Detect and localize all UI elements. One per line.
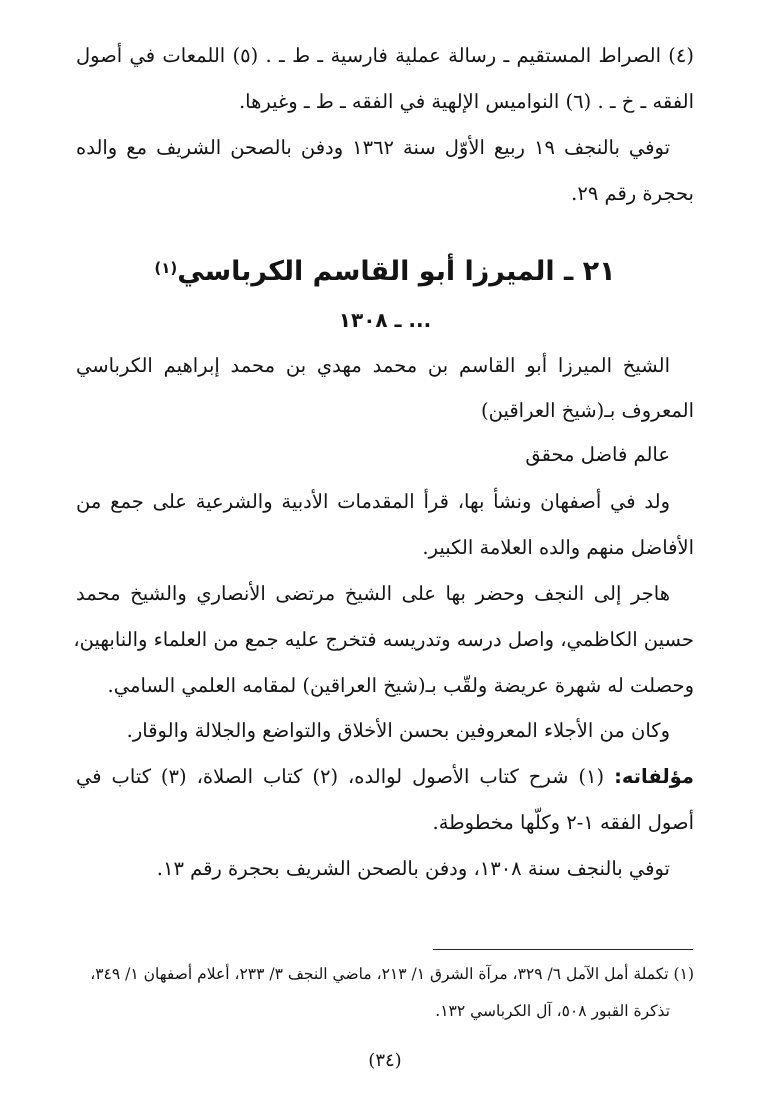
footnote-marker: (١)	[154, 259, 178, 277]
entry-title: ٢١ ـ الميرزا أبو القاسم الكرباسي	[177, 256, 616, 287]
entry-line-8: وحصلت له شهرة عريضة ولقّب بـ(شيخ العراقين) لمقامه العلمي السامي.	[107, 674, 694, 697]
page-number: (٣٤)	[368, 1050, 402, 1071]
works-text: (١) شرح كتاب الأصول لوالده، (٢) كتاب الصلاة، (٣) كتاب في	[76, 765, 615, 788]
entry-line-12: توفي بالنجف سنة ١٣٠٨، ودفن بالصحن الشريف بحجرة رقم ١٣.	[156, 857, 670, 880]
entry-line-5: الأفاضل منهم والده العلامة الكبير.	[422, 536, 694, 559]
footnote-line-1: (١) تكملة أمل الآمل ٦/ ٣٢٩، مرآة الشرق ١/ ٢١٣، ماضي النجف ٣/ ٢٣٣، أعلام أصفهان ١/ ٣٤٩،	[90, 965, 694, 983]
body-line-1: (٤) الصراط المستقيم ـ رسالة عملية فارسية ـ ط ـ . (٥) اللمعات في أصول	[76, 44, 695, 67]
entry-line-4: ولد في أصفهان ونشأ بها، قرأ المقدمات الأدبية والشرعية على جمع من	[76, 490, 670, 513]
body-line-2: الفقه ـ خ ـ . (٦) النواميس الإلهية في الفقه ـ ط ـ وغيرها.	[238, 90, 694, 113]
entry-line-3: عالم فاضل محقق	[525, 443, 670, 466]
footnote-divider	[433, 949, 693, 950]
entry-line-1: الشيخ الميرزا أبو القاسم بن محمد مهدي بن محمد إبراهيم الكرباسي	[76, 354, 670, 377]
entry-date: ... ـ ١٣٠٨	[338, 308, 432, 332]
body-line-3: توفي بالنجف ١٩ ربيع الأوّل سنة ١٣٦٢ ودفن بالصحن الشريف مع والده	[76, 136, 670, 159]
entry-line-9: وكان من الأجلاء المعروفين بحسن الأخلاق والتواضع والجلالة والوقار.	[126, 719, 670, 742]
footnote-line-2: تذكرة القبور ٥٠٨، آل الكرباسي ١٣٢.	[435, 1002, 670, 1020]
entry-line-6: هاجر إلى النجف وحضر بها على الشيخ مرتضى الأنصاري والشيخ محمد	[76, 582, 670, 605]
entry-line-10	[76, 763, 694, 791]
works-label: مؤلفاته:	[614, 765, 694, 788]
entry-heading	[0, 255, 770, 289]
body-line-4: بحجرة رقم ٢٩.	[571, 182, 694, 205]
entry-line-11: أصول الفقه ١-٢ وكلّها مخطوطة.	[432, 811, 694, 834]
entry-line-7: حسين الكاظمي، واصل درسه وتدريسه فتخرج عليه جمع من العلماء والنابهين،	[73, 628, 694, 651]
entry-line-2: المعروف بـ(شيخ العراقين)	[481, 399, 694, 422]
